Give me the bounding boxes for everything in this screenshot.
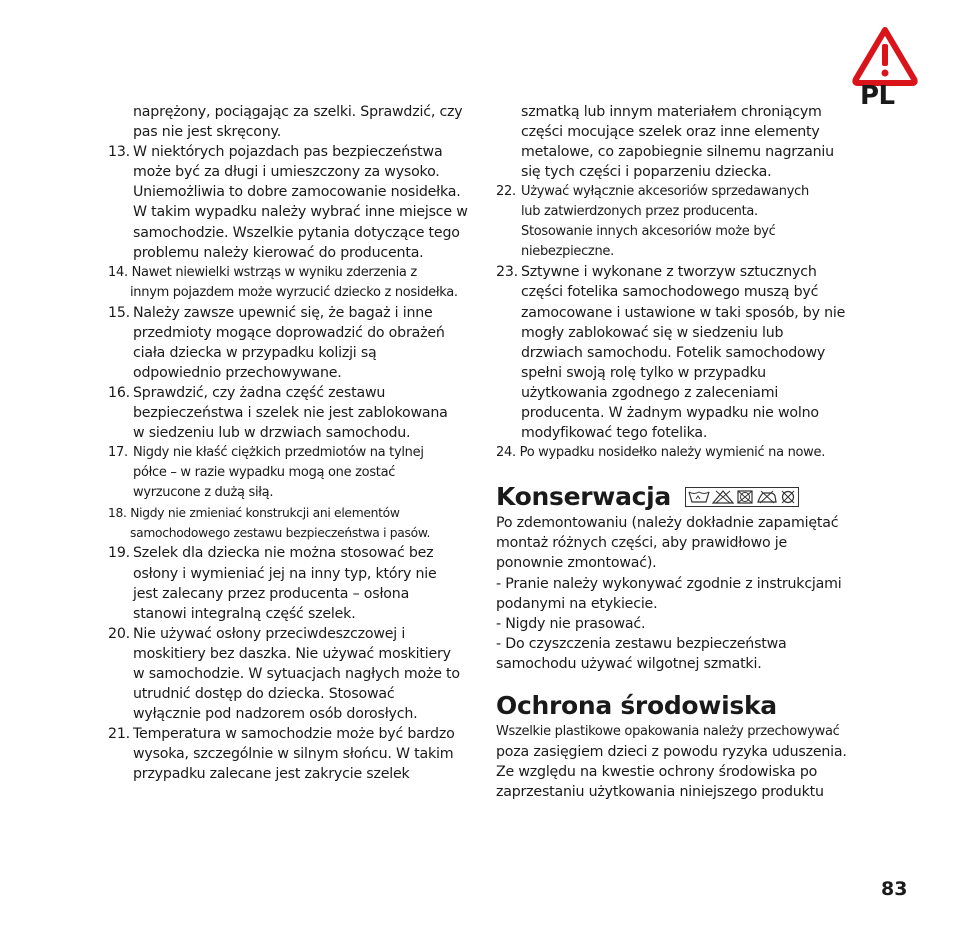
- text-line: poza zasięgiem dzieci z powodu ryzyka uduszenia.: [496, 743, 847, 760]
- item-number: 24.: [496, 445, 516, 461]
- list-item-23: [496, 262, 856, 443]
- list-item-15: [108, 303, 468, 383]
- text-line: samochodu używać wilgotnej szmatki.: [496, 655, 762, 672]
- item-number: 16.: [108, 385, 130, 402]
- text-line: moskitiery bez daszka. Nie używać moskitiery: [133, 645, 451, 662]
- text-line: półce – w razie wypadku mogą one zostać: [133, 465, 396, 481]
- text-line: ciała dziecka w przypadku kolizji są: [133, 344, 377, 361]
- list-item-19: [108, 543, 468, 623]
- list-item-20: [108, 624, 468, 724]
- text-line: innym pojazdem może wyrzucić dziecko z nosidełka.: [130, 284, 458, 300]
- text-line: naprężony, pociągając za szelki. Sprawdzić, czy: [133, 104, 463, 120]
- item-number: 20.: [108, 625, 130, 642]
- text-line: jest zalecany przez producenta – osłona: [133, 585, 410, 602]
- text-line: Sztywne i wykonane z tworzyw sztucznych: [521, 264, 817, 281]
- item-number: 17.: [108, 445, 128, 461]
- text-line: Nigdy nie kłaść ciężkich przedmiotów na tylnej: [133, 445, 424, 461]
- text-line: montaż różnych części, aby prawidłowo je: [496, 535, 788, 552]
- text-line: w siedzeniu lub w drzwiach samochodu.: [133, 425, 411, 442]
- ochrona-body: [496, 722, 856, 802]
- text-line: Wszelkie plastikowe opakowania należy przechowywać: [496, 723, 840, 739]
- text-line: modyfikować tego fotelika.: [521, 425, 708, 442]
- text-line: użytkowania zgodnego z zaleceniami: [521, 384, 779, 401]
- text-line: może być za długi i umieszczony za wysoko.: [133, 164, 440, 181]
- text-line: Sprawdzić, czy żadna część zestawu: [133, 385, 386, 402]
- list-item-21: [108, 724, 468, 784]
- heading-text: Konserwacja: [496, 482, 671, 512]
- text-line: części fotelika samochodowego muszą być: [521, 284, 819, 301]
- text-line: drzwiach samochodu. Fotelik samochodowy: [521, 344, 826, 361]
- list-item-22: [496, 182, 856, 262]
- text-line: - Nigdy nie prasować.: [496, 615, 646, 632]
- no-dry-clean-icon: [780, 490, 796, 504]
- item-number: 23.: [496, 264, 518, 281]
- list-item-24: [496, 443, 856, 463]
- text-line: mogły zablokować się w siedzeniu lub: [521, 324, 784, 341]
- page-number: 83: [881, 878, 908, 900]
- text-line: Używać wyłącznie akcesoriów sprzedawanych: [521, 184, 809, 200]
- item-number: 14.: [108, 264, 128, 280]
- text-line: niebezpieczne.: [521, 244, 614, 260]
- list-item-14: [108, 263, 468, 303]
- item-number: 18.: [108, 506, 127, 521]
- text-line: bezpieczeństwa i szelek nie jest zablokowana: [133, 405, 448, 422]
- care-symbols: [685, 487, 799, 507]
- right-column: [496, 102, 856, 802]
- list-item-18: [108, 503, 468, 543]
- text-line: Po wypadku nosidełko należy wymienić na nowe.: [519, 445, 826, 461]
- text-line: lub zatwierdzonych przez producenta.: [521, 204, 758, 220]
- text-line: Nie używać osłony przeciwdeszczowej i: [133, 625, 406, 642]
- text-line: szmatką lub innym materiałem chroniącym: [521, 104, 822, 120]
- text-line: wyrzucone z dużą siłą.: [133, 485, 274, 501]
- section-heading-konserwacja: [496, 481, 856, 513]
- text-line: - Pranie należy wykonywać zgodnie z instrukcjami: [496, 575, 842, 592]
- no-bleach-icon: [712, 490, 734, 504]
- text-line: przedmioty mogące doprowadzić do obrażeń: [133, 324, 445, 341]
- text-line: zamocowane i ustawione w taki sposób, by nie: [521, 304, 846, 321]
- wash-30-icon: [688, 490, 710, 504]
- section-heading-ochrona: Ochrona środowiska: [496, 690, 777, 720]
- continuation-text: [496, 102, 856, 182]
- text-line: samochodowego zestawu bezpieczeństwa i pasów.: [130, 526, 431, 541]
- text-line: ponownie zmontować).: [496, 555, 657, 572]
- text-line: w samochodzie. W sytuacjach nagłych może to: [133, 665, 460, 682]
- text-line: pas nie jest skręcony.: [133, 124, 282, 141]
- text-line: producenta. W żadnym wypadku nie wolno: [521, 405, 819, 422]
- text-line: utrudnić dostęp do dziecka. Stosować: [133, 686, 395, 703]
- text-line: problemu należy kierować do producenta.: [133, 244, 424, 261]
- text-line: odpowiednio przechowywane.: [133, 365, 342, 382]
- no-tumble-dry-icon: [736, 490, 754, 504]
- language-label: PL: [860, 81, 895, 111]
- text-line: wysoka, szczególnie w silnym słońcu. W takim: [133, 746, 454, 763]
- text-line: Uniemożliwia to dobre zamocowanie nosidełka.: [133, 184, 461, 201]
- text-line: Temperatura w samochodzie może być bardzo: [133, 726, 455, 743]
- text-line: metalowe, co zapobiegnie silnemu nagrzaniu: [521, 144, 834, 161]
- list-item-17: [108, 443, 468, 503]
- item-number: 13.: [108, 144, 130, 161]
- text-line: Nigdy nie zmieniać konstrukcji ani elementów: [130, 506, 400, 521]
- list-item-13: [108, 142, 468, 263]
- text-line: spełni swoją rolę tylko w przypadku: [521, 364, 766, 381]
- list-item-16: [108, 383, 468, 443]
- text-line: Po zdemontowaniu (należy dokładnie zapamiętać: [496, 515, 839, 532]
- konserwacja-body: [496, 513, 856, 674]
- text-line: się tych części i poparzeniu dziecka.: [521, 164, 772, 181]
- text-line: części mocujące szelek oraz inne elementy: [521, 124, 820, 141]
- no-iron-icon: [756, 490, 778, 504]
- text-line: W niektórych pojazdach pas bezpieczeństwa: [133, 144, 443, 161]
- item-number: 21.: [108, 726, 130, 743]
- text-line: Ze względu na kwestie ochrony środowiska po: [496, 764, 818, 781]
- text-line: podanymi na etykiecie.: [496, 595, 658, 612]
- text-line: zaprzestaniu użytkowania niniejszego produktu: [496, 784, 824, 801]
- text-line: wyłącznie pod nadzorem osób dorosłych.: [133, 706, 418, 723]
- text-line: stanowi integralną część szelek.: [133, 605, 356, 622]
- text-line: Nawet niewielki wstrząs w wyniku zderzenia z: [131, 264, 417, 280]
- text-line: - Do czyszczenia zestawu bezpieczeństwa: [496, 635, 787, 652]
- item-number: 15.: [108, 304, 130, 321]
- text-line: Stosowanie innych akcesoriów może być: [521, 224, 776, 240]
- text-line: samochodzie. Wszelkie pytania dotyczące tego: [133, 224, 460, 241]
- continuation-text: [108, 102, 468, 142]
- text-line: Szelek dla dziecka nie można stosować bez: [133, 545, 434, 562]
- text-line: W takim wypadku należy wybrać inne miejsce w: [133, 204, 468, 221]
- left-column: [108, 102, 468, 785]
- item-number: 22.: [496, 184, 516, 200]
- text-line: osłony i wymieniać jej na inny typ, który nie: [133, 565, 437, 582]
- item-number: 19.: [108, 545, 130, 562]
- text-line: przypadku zalecane jest zakrycie szelek: [133, 766, 410, 783]
- text-line: Należy zawsze upewnić się, że bagaż i inne: [133, 304, 433, 321]
